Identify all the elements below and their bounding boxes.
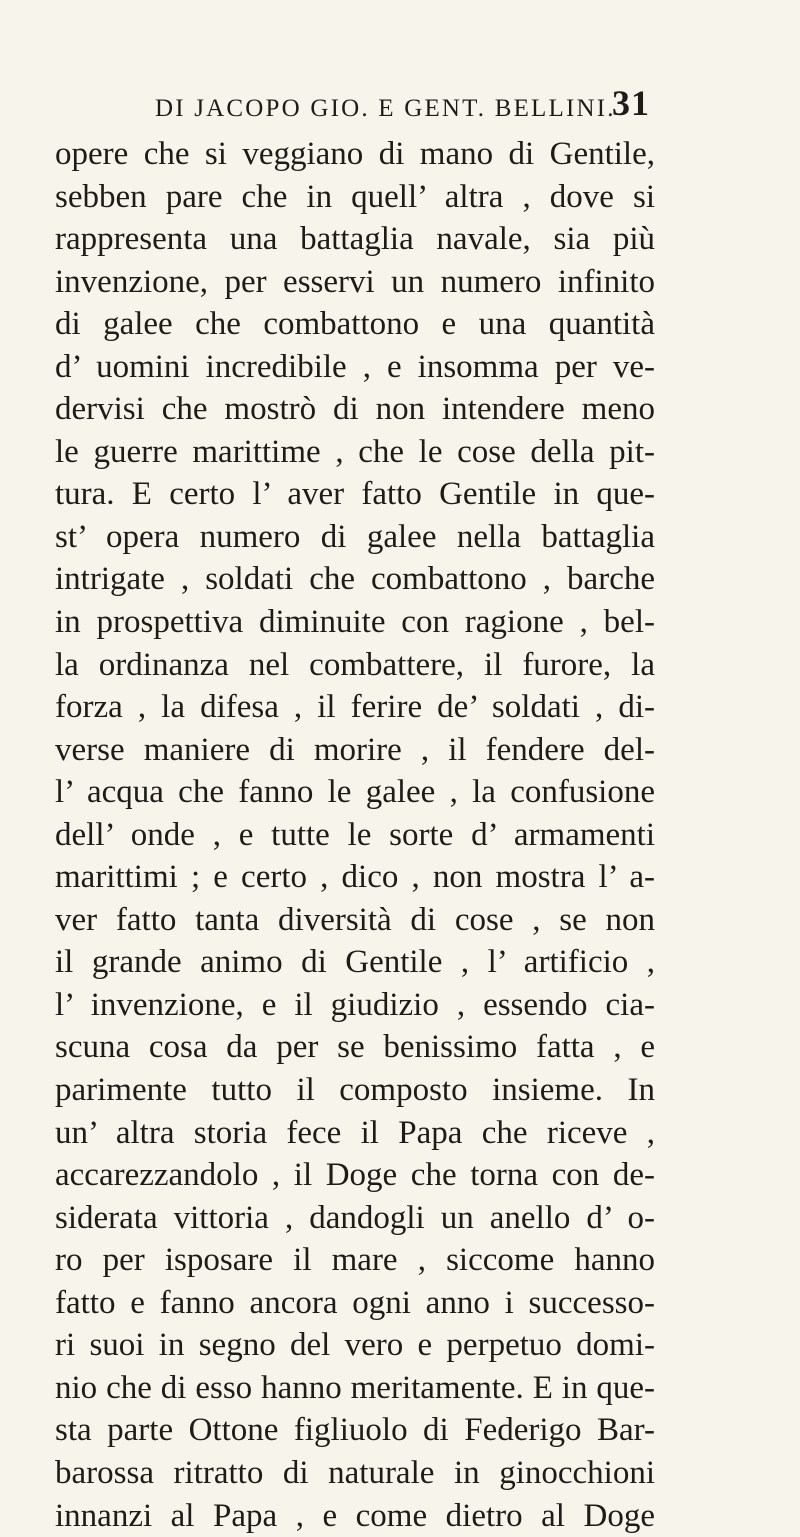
text-line: il grande animo di Gentile , l’ artificio ,	[55, 941, 655, 984]
text-line: nio che di esso hanno meritamente. E in que-	[55, 1367, 655, 1410]
text-line: sta parte Ottone figliuolo di Federigo Bar-	[55, 1409, 655, 1452]
text-line: la ordinanza nel combattere, il furore, la	[55, 644, 655, 687]
text-line: forza , la difesa , il ferire de’ soldati , di-	[55, 686, 655, 729]
text-line: tura. E certo l’ aver fatto Gentile in que-	[55, 473, 655, 516]
text-line: ri suoi in segno del vero e perpetuo domi-	[55, 1324, 655, 1367]
text-line: sebben pare che in quell’ altra , dove si	[55, 176, 655, 219]
text-line: innanzi al Papa , e come dietro al Doge	[55, 1495, 655, 1537]
text-line: rappresenta una battaglia navale, sia più	[55, 218, 655, 261]
text-line: un’ altra storia fece il Papa che riceve ,	[55, 1112, 655, 1155]
body-text	[55, 133, 655, 1537]
text-line: fatto e fanno ancora ogni anno i successo-	[55, 1282, 655, 1325]
text-line: invenzione, per esservi un numero infinito	[55, 261, 655, 304]
text-line: st’ opera numero di galee nella battaglia	[55, 516, 655, 559]
text-line: verse maniere di morire , il fendere del-	[55, 729, 655, 772]
text-line: accarezzandolo , il Doge che torna con de-	[55, 1154, 655, 1197]
text-line: di galee che combattono e una quantità	[55, 303, 655, 346]
text-line: opere che si veggiano di mano di Gentile,	[55, 133, 655, 176]
text-line: ver fatto tanta diversità di cose , se non	[55, 899, 655, 942]
text-line: l’ invenzione, e il giudizio , essendo cia-	[55, 984, 655, 1027]
text-line: d’ uomini incredibile , e insomma per ve-	[55, 346, 655, 389]
text-line: in prospettiva diminuite con ragione , bel-	[55, 601, 655, 644]
text-line: le guerre marittime , che le cose della pit-	[55, 431, 655, 474]
page-number: 31	[612, 82, 650, 124]
text-line: ro per isposare il mare , siccome hanno	[55, 1239, 655, 1282]
text-line: parimente tutto il composto insieme. In	[55, 1069, 655, 1112]
running-head: DI JACOPO GIO. E GENT. BELLINI.	[155, 95, 665, 135]
text-line: l’ acqua che fanno le galee , la confusione	[55, 771, 655, 814]
text-line: marittimi ; e certo , dico , non mostra l’ a-	[55, 856, 655, 899]
text-line: intrigate , soldati che combattono , barche	[55, 558, 655, 601]
text-line: siderata vittoria , dandogli un anello d’ o-	[55, 1197, 655, 1240]
text-line: barossa ritratto di naturale in ginocchioni	[55, 1452, 655, 1495]
text-line: scuna cosa da per se benissimo fatta , e	[55, 1026, 655, 1069]
text-line: dell’ onde , e tutte le sorte d’ armamenti	[55, 814, 655, 857]
text-line: dervisi che mostrò di non intendere meno	[55, 388, 655, 431]
